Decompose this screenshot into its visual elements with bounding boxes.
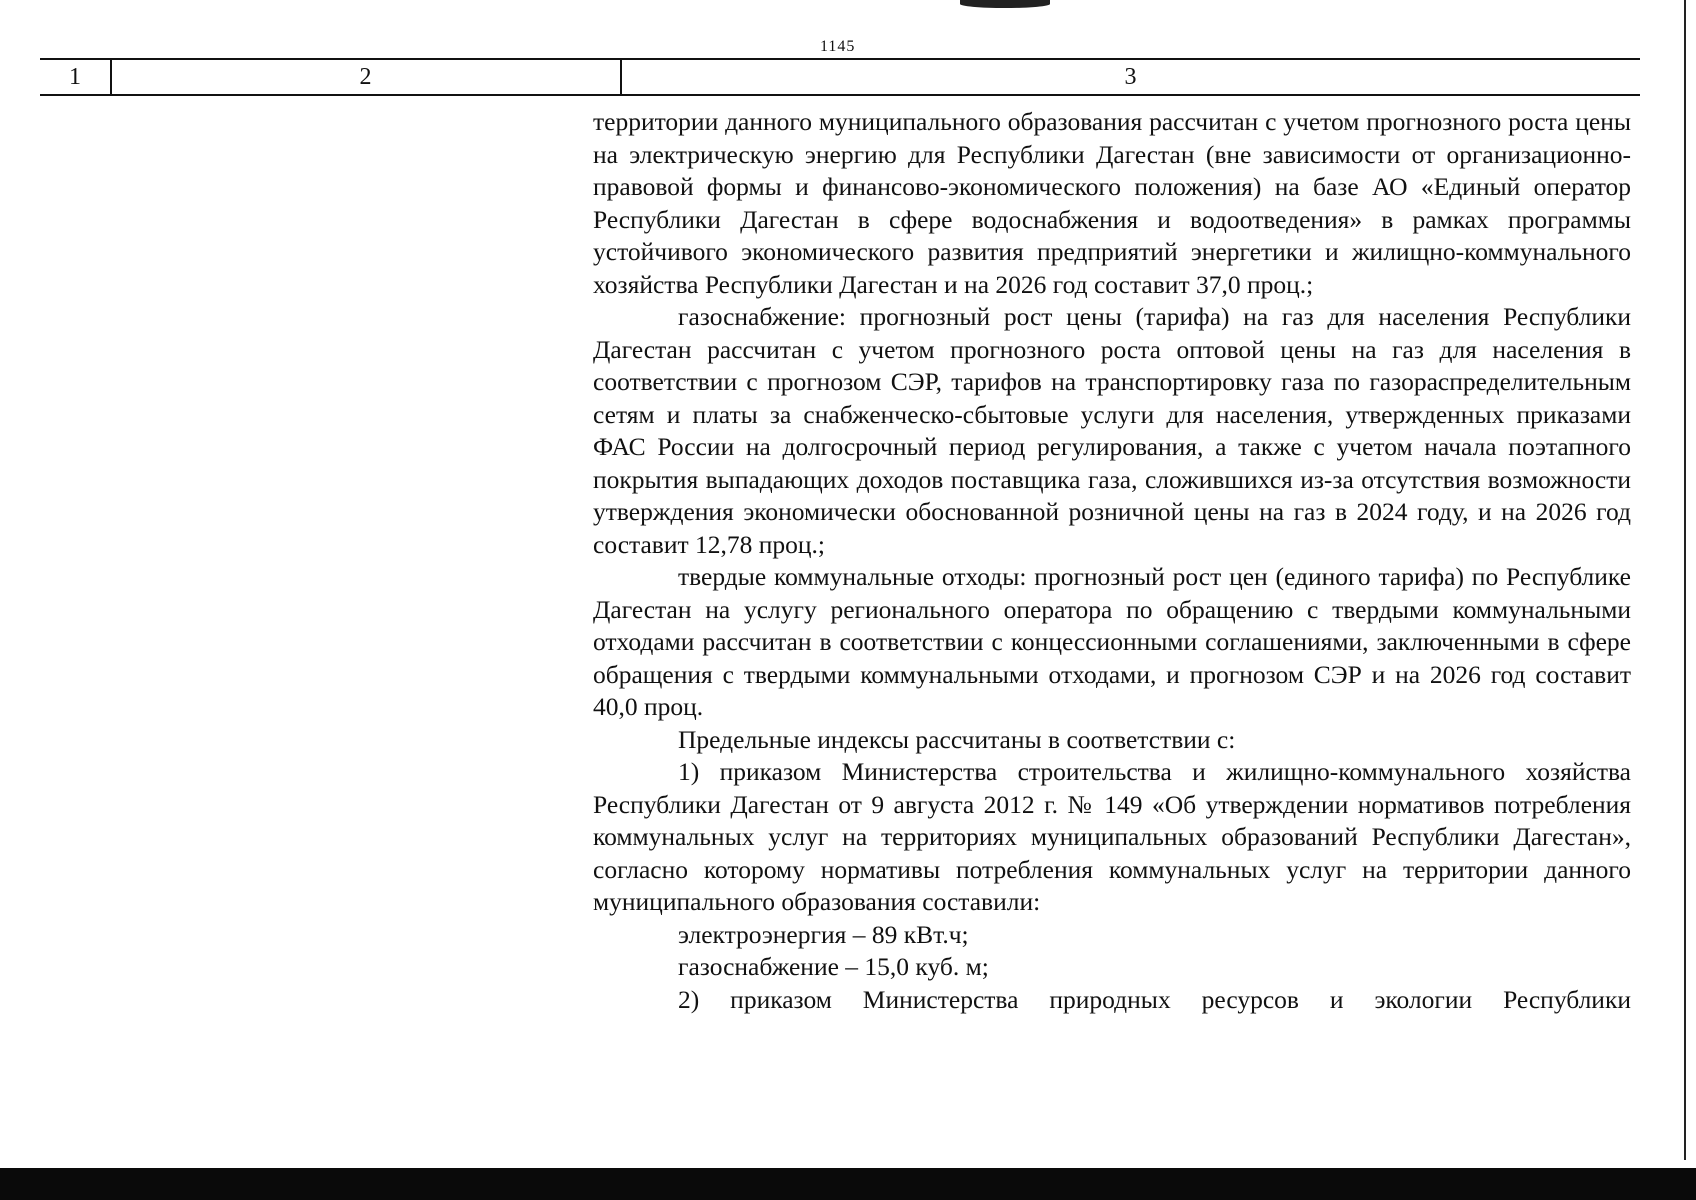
column-header-2: 2 <box>359 64 372 90</box>
column-header-3: 3 <box>1124 64 1137 90</box>
scan-bottom-border <box>0 1168 1696 1200</box>
paragraph-solid-waste: твердые коммунальные отходы: прогнозный рост цен (единого тарифа) по Республике Дагестан на услугу регионального оператора по обращению с твердыми коммунальными отходами рассчитан в соответствии с концессионными соглашениями, заключенными в сфере обращения с твердыми коммунальными отходами, и прогнозом СЭР и на 2026 год составит 40,0 проц. <box>593 562 1631 721</box>
list-item-gas-norm: газоснабжение – 15,0 куб. м; <box>678 952 989 981</box>
paragraph-indices-intro: Предельные индексы рассчитаны в соответствии с: <box>678 724 1236 754</box>
column-header-table <box>40 58 1640 96</box>
list-item-electricity-norm: электроэнергия – 89 кВт.ч; <box>678 919 969 949</box>
paragraph-order-1: 1) приказом Министерства строительства и жилищно-коммунального хозяйства Республики Дагестан от 9 августа 2012 г. № 149 «Об утверждении нормативов потребления коммунальных услуг на территориях муниципальных образований Республики Дагестан», согласно которому нормативы потребления коммунальных услуг на территории данного муниципального образования составили: <box>593 757 1631 916</box>
scan-page-edge <box>1684 0 1686 1160</box>
document-body <box>593 106 1631 1016</box>
paragraph-order-2: 2) приказом Министерства природных ресурсов и экологии Республики <box>678 984 1631 1014</box>
page-number: 1145 <box>820 38 856 55</box>
scan-artifact <box>960 0 1050 8</box>
paragraph-gas-supply: газоснабжение: прогнозный рост цены (тарифа) на газ для населения Республики Дагестан рассчитан с учетом прогнозного роста оптовой цены на газ для населения в соответствии с прогнозом СЭР, тарифов на транспортировку газа по газораспределительным сетям и платы за снабженческо-сбытовые услуги для населения, утвержденных приказами ФАС России на долгосрочный период регулирования, а также с учетом начала поэтапного покрытия выпадающих доходов поставщика газа, сложившихся из-за отсутствия возможности утверждения экономически обоснованной розничной цены на газ в 2024 году, и на 2026 год составит 12,78 проц.; <box>593 302 1631 559</box>
paragraph-electricity-continued: территории данного муниципального образования рассчитан с учетом прогнозного роста цены на электрическую энергию для Республики Дагестан (вне зависимости от организационно-правовой формы и финансово-экономического положения) на базе АО «Единый оператор Республики Дагестан в сфере водоснабжения и водоотведения» в рамках программы устойчивого экономического развития предприятий энергетики и жилищно-коммунального хозяйства Республики Дагестан и на 2026 год составит 37,0 проц.; <box>593 107 1631 299</box>
column-header-1: 1 <box>69 64 81 90</box>
